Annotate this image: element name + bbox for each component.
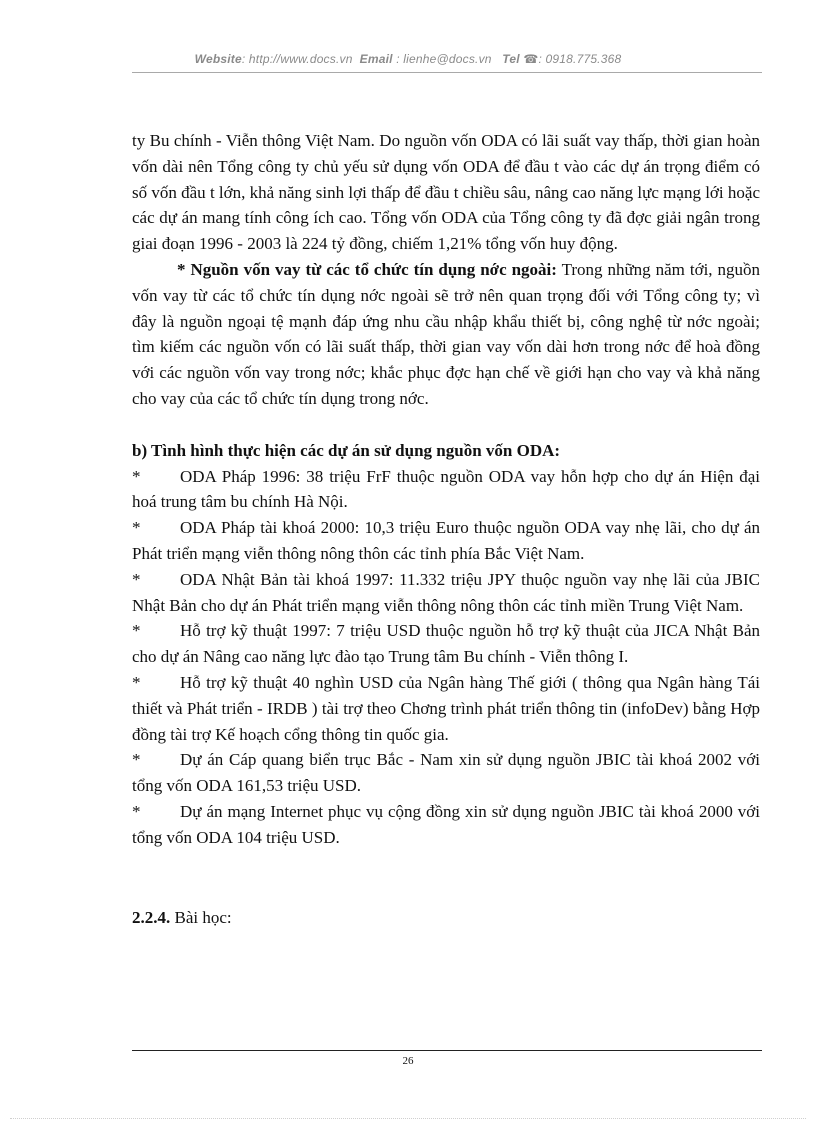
paragraph-foreign-credit-heading: * Nguồn vốn vay từ các tổ chức tín dụng nớc ngoài:: [177, 259, 557, 279]
list-item: * Hỗ trợ kỹ thuật 1997: 7 triệu USD thuộc nguồn hỗ trợ kỹ thuật của JICA Nhật Bản cho dự án Nâng cao năng lực đào tạo Trung tâm Bu chính - Viễn thông I.: [132, 618, 760, 670]
website-value: : http://www.docs.vn: [241, 52, 353, 66]
bullet-star: *: [132, 621, 141, 641]
paragraph-foreign-credit: [132, 257, 760, 412]
phone-icon: ☎: [523, 52, 539, 66]
email-value: : lienhe@docs.vn: [396, 52, 492, 66]
tel-value: : 0918.775.368: [538, 52, 622, 66]
bullet-star: *: [132, 750, 141, 770]
bullet-star: *: [132, 518, 141, 538]
paragraph-foreign-credit-text: Trong những năm tới, nguồn vốn vay từ các tổ chức tín dụng nớc ngoài sẽ trở nên quan trọng đối với Tổng công ty; vì đây là nguồn ngoại tệ mạnh đáp ứng nhu cầu nhập khẩu thiết bị, công nghệ từ nớc ngoài; tìm kiếm các nguồn vốn có lãi suất thấp, thời gian vay vốn dài hơn trong nớc để hoà đồng với các nguồn vốn vay trong nớc; khắc phục đợc hạn chế về giới hạn cho vay và khả năng cho vay của các tổ chức tín dụng trong nớc.: [132, 259, 760, 408]
footer-divider: [132, 1050, 762, 1051]
subheading-oda-projects: b) Tình hình thực hiện các dự án sử dụng nguồn vốn ODA:: [132, 440, 561, 460]
section-number: 2.2.4.: [132, 907, 171, 927]
list-item: * ODA Pháp tài khoá 2000: 10,3 triệu Euro thuộc nguồn ODA vay nhẹ lãi, cho dự án Phát triển mạng viễn thông nông thôn các tỉnh phía Bắc Việt Nam.: [132, 515, 760, 567]
list-item: * Hỗ trợ kỹ thuật 40 nghìn USD của Ngân hàng Thế giới ( thông qua Ngân hàng Tái thiết và Phát triển - IRDB ) tài trợ theo Chơng trình phát triển thông tin (infoDev) bằng Hợp đồng tài trợ Kế hoạch cổng thông tin quốc gia.: [132, 670, 760, 747]
list-item: * Dự án mạng Internet phục vụ cộng đồng xin sử dụng nguồn JBIC tài khoá 2000 với tổng vốn ODA 104 triệu USD.: [132, 799, 760, 851]
section-title: Bài học:: [170, 907, 232, 927]
tel-label: Tel: [502, 52, 520, 66]
page-number: 26: [402, 1055, 414, 1067]
document-body: [132, 128, 760, 930]
list-item: * ODA Pháp 1996: 38 triệu FrF thuộc nguồn ODA vay hỗn hợp cho dự án Hiện đại hoá trung tâm bu chính Hà Nội.: [132, 464, 760, 516]
bullet-star: *: [132, 569, 141, 589]
bullet-star: *: [132, 672, 141, 692]
bullet-star: *: [132, 466, 141, 486]
website-label: Website: [194, 52, 242, 66]
page-edge-dotted-line: [10, 1118, 806, 1119]
list-item: * Dự án Cáp quang biển trục Bắc - Nam xin sử dụng nguồn JBIC tài khoá 2002 với tổng vốn ODA 161,53 triệu USD.: [132, 747, 760, 799]
section-heading: [132, 905, 760, 931]
list-item: * ODA Nhật Bản tài khoá 1997: 11.332 triệu JPY thuộc nguồn vay nhẹ lãi của JBIC Nhật Bản cho dự án Phát triển mạng viễn thông nông thôn các tỉnh miền Trung Việt Nam.: [132, 567, 760, 619]
email-label: Email: [359, 52, 393, 66]
page-header: [0, 52, 816, 66]
paragraph-oda: ty Bu chính - Viễn thông Việt Nam. Do nguồn vốn ODA có lãi suất vay thấp, thời gian hoàn vốn dài nên Tổng công ty chủ yếu sử dụng vốn ODA để đầu t vào các dự án trọng điểm có số vốn đầu t lớn, khả năng sinh lợi thấp để đầu t chiều sâu, nâng cao năng lực mạng lới hoặc các dự án mang tính công ích cao. Tổng vốn ODA của Tổng công ty đã đợc giải ngân trong giai đoạn 1996 - 2003 là 224 tỷ đồng, chiếm 1,21% tổng vốn huy động.: [132, 131, 760, 254]
bullet-star: *: [132, 801, 141, 821]
header-divider: [132, 72, 762, 73]
